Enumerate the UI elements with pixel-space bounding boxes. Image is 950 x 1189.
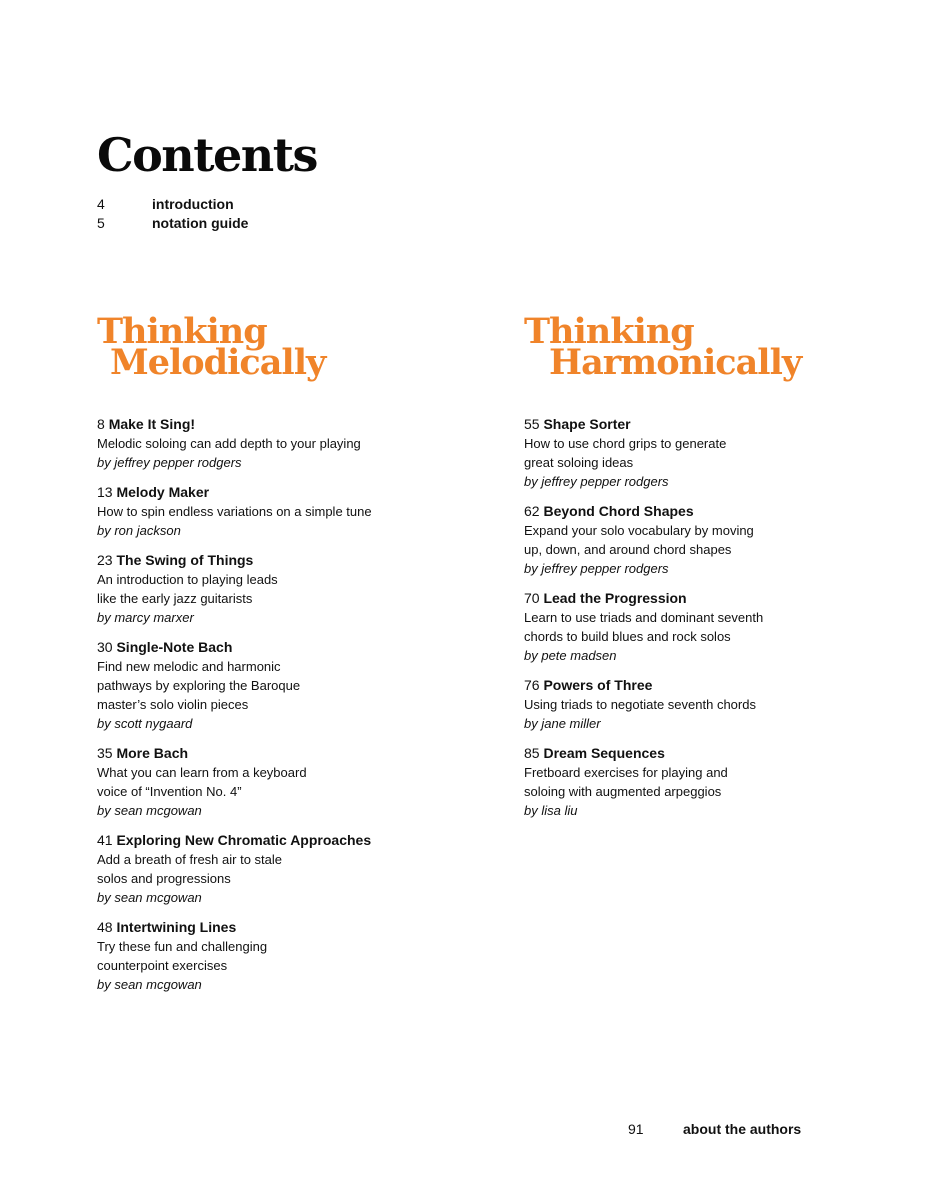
entry-description: Fretboard exercises for playing and: [524, 765, 728, 780]
page-number: 55: [524, 416, 540, 432]
toc-entry[interactable]: [97, 743, 497, 820]
section-heading-line: Harmonically: [549, 342, 802, 383]
entry-title: More Bach: [116, 745, 189, 761]
front-matter-item[interactable]: [97, 195, 248, 214]
entry-description: What you can learn from a keyboard: [97, 765, 307, 780]
entry-author: by sean mcgowan: [97, 803, 202, 818]
entry-title: Exploring New Chromatic Approaches: [116, 832, 372, 848]
toc-entry-header: [97, 550, 497, 570]
toc-entry[interactable]: [97, 917, 497, 994]
entry-author: by scott nygaard: [97, 716, 193, 731]
entry-description: Find new melodic and harmonic: [97, 659, 281, 674]
toc-entry[interactable]: [97, 637, 497, 733]
entry-description: solos and progressions: [97, 871, 231, 886]
footer-entry[interactable]: [628, 1121, 801, 1137]
entry-description: Add a breath of fresh air to stale: [97, 852, 282, 867]
toc-entry[interactable]: [524, 675, 924, 733]
entry-title: introduction: [152, 196, 234, 212]
entry-author: by jane miller: [524, 716, 601, 731]
page-number: 62: [524, 503, 540, 519]
section-heading-line: Melodically: [110, 342, 326, 383]
entry-title: Dream Sequences: [543, 745, 665, 761]
entry-description: up, down, and around chord shapes: [524, 542, 732, 557]
entry-title: Powers of Three: [543, 677, 653, 693]
toc-entry[interactable]: [524, 588, 924, 665]
entry-title: Shape Sorter: [543, 416, 631, 432]
toc-entry-header: [97, 917, 497, 937]
entry-author: by lisa liu: [524, 803, 578, 818]
toc-entry-header: [97, 414, 497, 434]
entry-description: An introduction to playing leads: [97, 572, 278, 587]
entry-description: How to use chord grips to generate: [524, 436, 727, 451]
entry-author: by sean mcgowan: [97, 977, 202, 992]
page-number: 48: [97, 919, 113, 935]
toc-entry-header: [97, 830, 497, 850]
entry-description: How to spin endless variations on a simple tune: [97, 504, 372, 519]
entry-title: Single-Note Bach: [116, 639, 233, 655]
toc-entry[interactable]: [524, 743, 924, 820]
page-title: Contents: [97, 128, 317, 182]
entry-author: by jeffrey pepper rodgers: [524, 561, 669, 576]
page-number: 76: [524, 677, 540, 693]
page-number: 35: [97, 745, 113, 761]
entry-author: by jeffrey pepper rodgers: [524, 474, 669, 489]
page-number: 30: [97, 639, 113, 655]
section-heading-line: Thinking: [97, 311, 267, 352]
entry-description: like the early jazz guitarists: [97, 591, 253, 606]
entry-title: about the authors: [683, 1121, 802, 1137]
entry-author: by pete madsen: [524, 648, 617, 663]
entry-description: great soloing ideas: [524, 455, 634, 470]
entry-title: Make It Sing!: [108, 416, 196, 432]
toc-entry[interactable]: [524, 414, 924, 491]
section-entries-melodically: [97, 414, 497, 1004]
toc-entry-header: [524, 743, 924, 763]
entry-author: by ron jackson: [97, 523, 181, 538]
section-entries-harmonically: [524, 414, 924, 830]
entry-description: Expand your solo vocabulary by moving: [524, 523, 754, 538]
entry-description: voice of “Invention No. 4”: [97, 784, 242, 799]
page-number: 13: [97, 484, 113, 500]
toc-entry[interactable]: [97, 414, 497, 472]
entry-title: The Swing of Things: [116, 552, 254, 568]
page-number: 41: [97, 832, 113, 848]
page-number: 70: [524, 590, 540, 606]
page-number: 23: [97, 552, 113, 568]
entry-description: master’s solo violin pieces: [97, 697, 249, 712]
toc-entry-header: [97, 482, 497, 502]
entry-title: Melody Maker: [116, 484, 210, 500]
toc-entry-header: [97, 743, 497, 763]
toc-entry[interactable]: [97, 482, 497, 540]
page-number: 8: [97, 416, 105, 432]
front-matter-list: [97, 195, 248, 233]
entry-title: Beyond Chord Shapes: [543, 503, 694, 519]
entry-description: Using triads to negotiate seventh chords: [524, 697, 756, 712]
entry-description: Melodic soloing can add depth to your playing: [97, 436, 361, 451]
toc-entry-header: [524, 501, 924, 521]
entry-title: Lead the Progression: [543, 590, 687, 606]
entry-author: by marcy marxer: [97, 610, 194, 625]
entry-description: Try these fun and challenging: [97, 939, 268, 954]
entry-author: by jeffrey pepper rodgers: [97, 455, 242, 470]
page-number: 91: [628, 1121, 644, 1137]
entry-title: Intertwining Lines: [116, 919, 237, 935]
toc-entry[interactable]: [524, 501, 924, 578]
toc-entry-header: [524, 588, 924, 608]
entry-description: Learn to use triads and dominant seventh: [524, 610, 764, 625]
toc-entry[interactable]: [97, 830, 497, 907]
entry-description: soloing with augmented arpeggios: [524, 784, 722, 799]
toc-entry-header: [524, 675, 924, 695]
section-heading-line: Thinking: [524, 311, 694, 352]
entry-title: notation guide: [152, 215, 249, 231]
entry-author: by sean mcgowan: [97, 890, 202, 905]
toc-entry[interactable]: [97, 550, 497, 627]
page-number: 4: [97, 196, 105, 212]
page-number: 5: [97, 215, 105, 231]
section-heading-harmonically: [524, 311, 802, 383]
section-heading-melodically: [97, 311, 326, 383]
toc-entry-header: [524, 414, 924, 434]
toc-entry-header: [97, 637, 497, 657]
entry-description: counterpoint exercises: [97, 958, 228, 973]
entry-description: pathways by exploring the Baroque: [97, 678, 301, 693]
front-matter-item[interactable]: [97, 214, 248, 233]
entry-description: chords to build blues and rock solos: [524, 629, 731, 644]
page-number: 85: [524, 745, 540, 761]
